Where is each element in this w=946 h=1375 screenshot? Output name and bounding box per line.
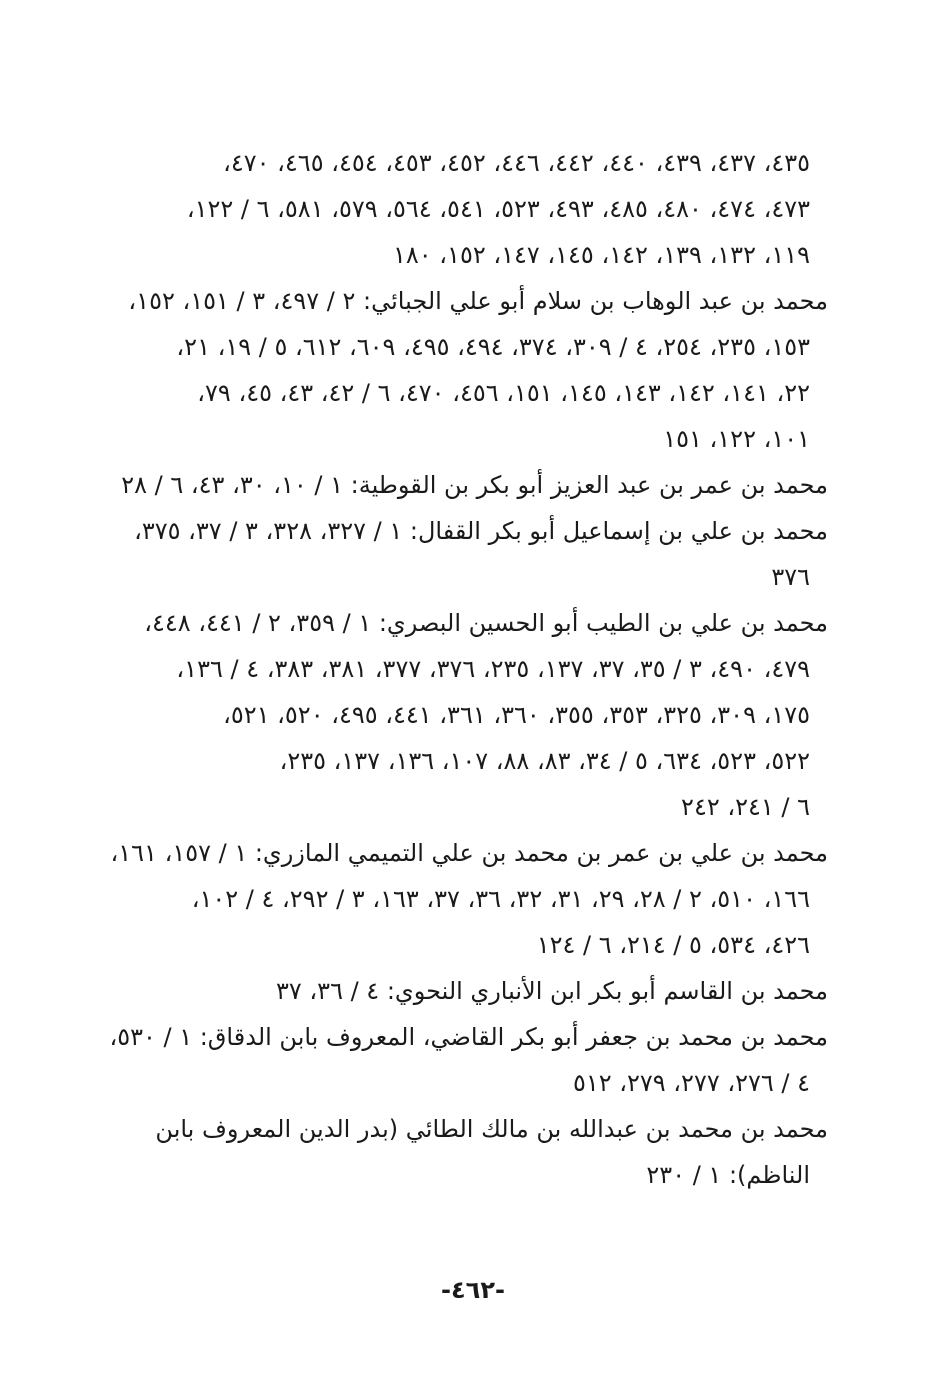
index-entry [122, 968, 828, 1014]
index-entry-heading: محمد بن علي بن الطيب أبو الحسين البصري: ١ / ٣٥٩، ٢ / ٤٤١، ٤٤٨، [144, 609, 828, 637]
index-line: ٤٧٩، ٤٩٠، ٣ / ٣٥، ٣٧، ١٣٧، ٢٣٥، ٣٧٦، ٣٧٧، ٣٨١، ٣٨٣، ٤ / ١٣٦، [176, 655, 810, 683]
name-index [109, 140, 828, 1198]
index-entry-heading: محمد بن عمر بن عبد العزيز أبو بكر بن القوطية: ١ / ١٠، ٣٠، ٤٣، ٦ / ٢٨ [121, 471, 828, 499]
index-line: ٤٢٦، ٥٣٤، ٥ / ٢١٤، ٦ / ١٢٤ [536, 931, 810, 959]
index-line: ١٠١، ١٢٢، ١٥١ [663, 425, 810, 453]
index-line: ١٥٣، ٢٣٥، ٢٥٤، ٤ / ٣٠٩، ٣٧٤، ٤٩٤، ٤٩٥، ٦٠٩، ٦١٢، ٥ / ١٩، ٢١، [176, 333, 810, 361]
index-line: ٤ / ٢٧٦، ٢٧٧، ٢٧٩، ٥١٢ [572, 1069, 810, 1097]
index-line: ١٦٦، ٥١٠، ٢ / ٢٨، ٢٩، ٣١، ٣٢، ٣٦، ٣٧، ١٦٣، ٣ / ٢٩٢، ٤ / ١٠٢، [191, 885, 810, 913]
index-entry-heading: محمد بن محمد بن عبدالله بن مالك الطائي (بدر الدين المعروف بابن [155, 1115, 828, 1143]
index-entry [109, 1014, 828, 1106]
index-entry-heading: محمد بن علي بن إسماعيل أبو بكر القفال: ١ / ٣٢٧، ٣٢٨، ٣ / ٣٧، ٣٧٥، [134, 517, 828, 545]
index-entry [122, 140, 828, 278]
index-line: ٢٢، ١٤١، ١٤٢، ١٤٣، ١٤٥، ١٥١، ٤٥٦، ٤٧٠، ٦ / ٤٢، ٤٣، ٤٥، ٧٩، [197, 379, 810, 407]
page-number: -٤٦٢- [441, 1276, 505, 1304]
index-line: ٦ / ٢٤١، ٢٤٢ [681, 793, 810, 821]
index-entry-heading: محمد بن عبد الوهاب بن سلام أبو علي الجبائي: ٢ / ٤٩٧، ٣ / ١٥١، ١٥٢، [128, 287, 828, 315]
index-entry [110, 830, 828, 968]
index-entry [122, 1106, 828, 1198]
index-line: ١١٩، ١٣٢، ١٣٩، ١٤٢، ١٤٥، ١٤٧، ١٥٢، ١٨٠ [393, 241, 810, 269]
index-entry-heading: محمد بن علي بن عمر بن محمد بن علي التميمي المازري: ١ / ١٥٧، ١٦١، [110, 839, 828, 867]
index-line: ٥٢٢، ٥٢٣، ٦٣٤، ٥ / ٣٤، ٨٣، ٨٨، ١٠٧، ١٣٦، ١٣٧، ٢٣٥، [279, 747, 810, 775]
index-line: ٤٣٥، ٤٣٧، ٤٣٩، ٤٤٠، ٤٤٢، ٤٤٦، ٤٥٢، ٤٥٣، ٤٥٤، ٤٦٥، ٤٧٠، [223, 149, 810, 177]
index-entry [122, 462, 828, 508]
index-line: الناظم): ١ / ٢٣٠ [646, 1161, 810, 1189]
index-line: ٤٧٣، ٤٧٤، ٤٨٠، ٤٨٥، ٤٩٣، ٥٢٣، ٥٤١، ٥٦٤، ٥٧٩، ٥٨١، ٦ / ١٢٢، [186, 195, 810, 223]
index-entry-heading: محمد بن محمد بن جعفر أبو بكر القاضي، المعروف بابن الدقاق: ١ / ٥٣٠، [109, 1023, 828, 1051]
index-line: ٣٧٦ [771, 563, 810, 591]
index-entry-heading: محمد بن القاسم أبو بكر ابن الأنباري النحوي: ٤ / ٣٦، ٣٧ [276, 977, 828, 1005]
index-line: ١٧٥، ٣٠٩، ٣٢٥، ٣٥٣، ٣٥٥، ٣٦٠، ٣٦١، ٤٤١، ٤٩٥، ٥٢٠، ٥٢١، [223, 701, 810, 729]
index-entry [122, 508, 828, 600]
index-entry [122, 600, 828, 830]
index-entry [122, 278, 828, 462]
